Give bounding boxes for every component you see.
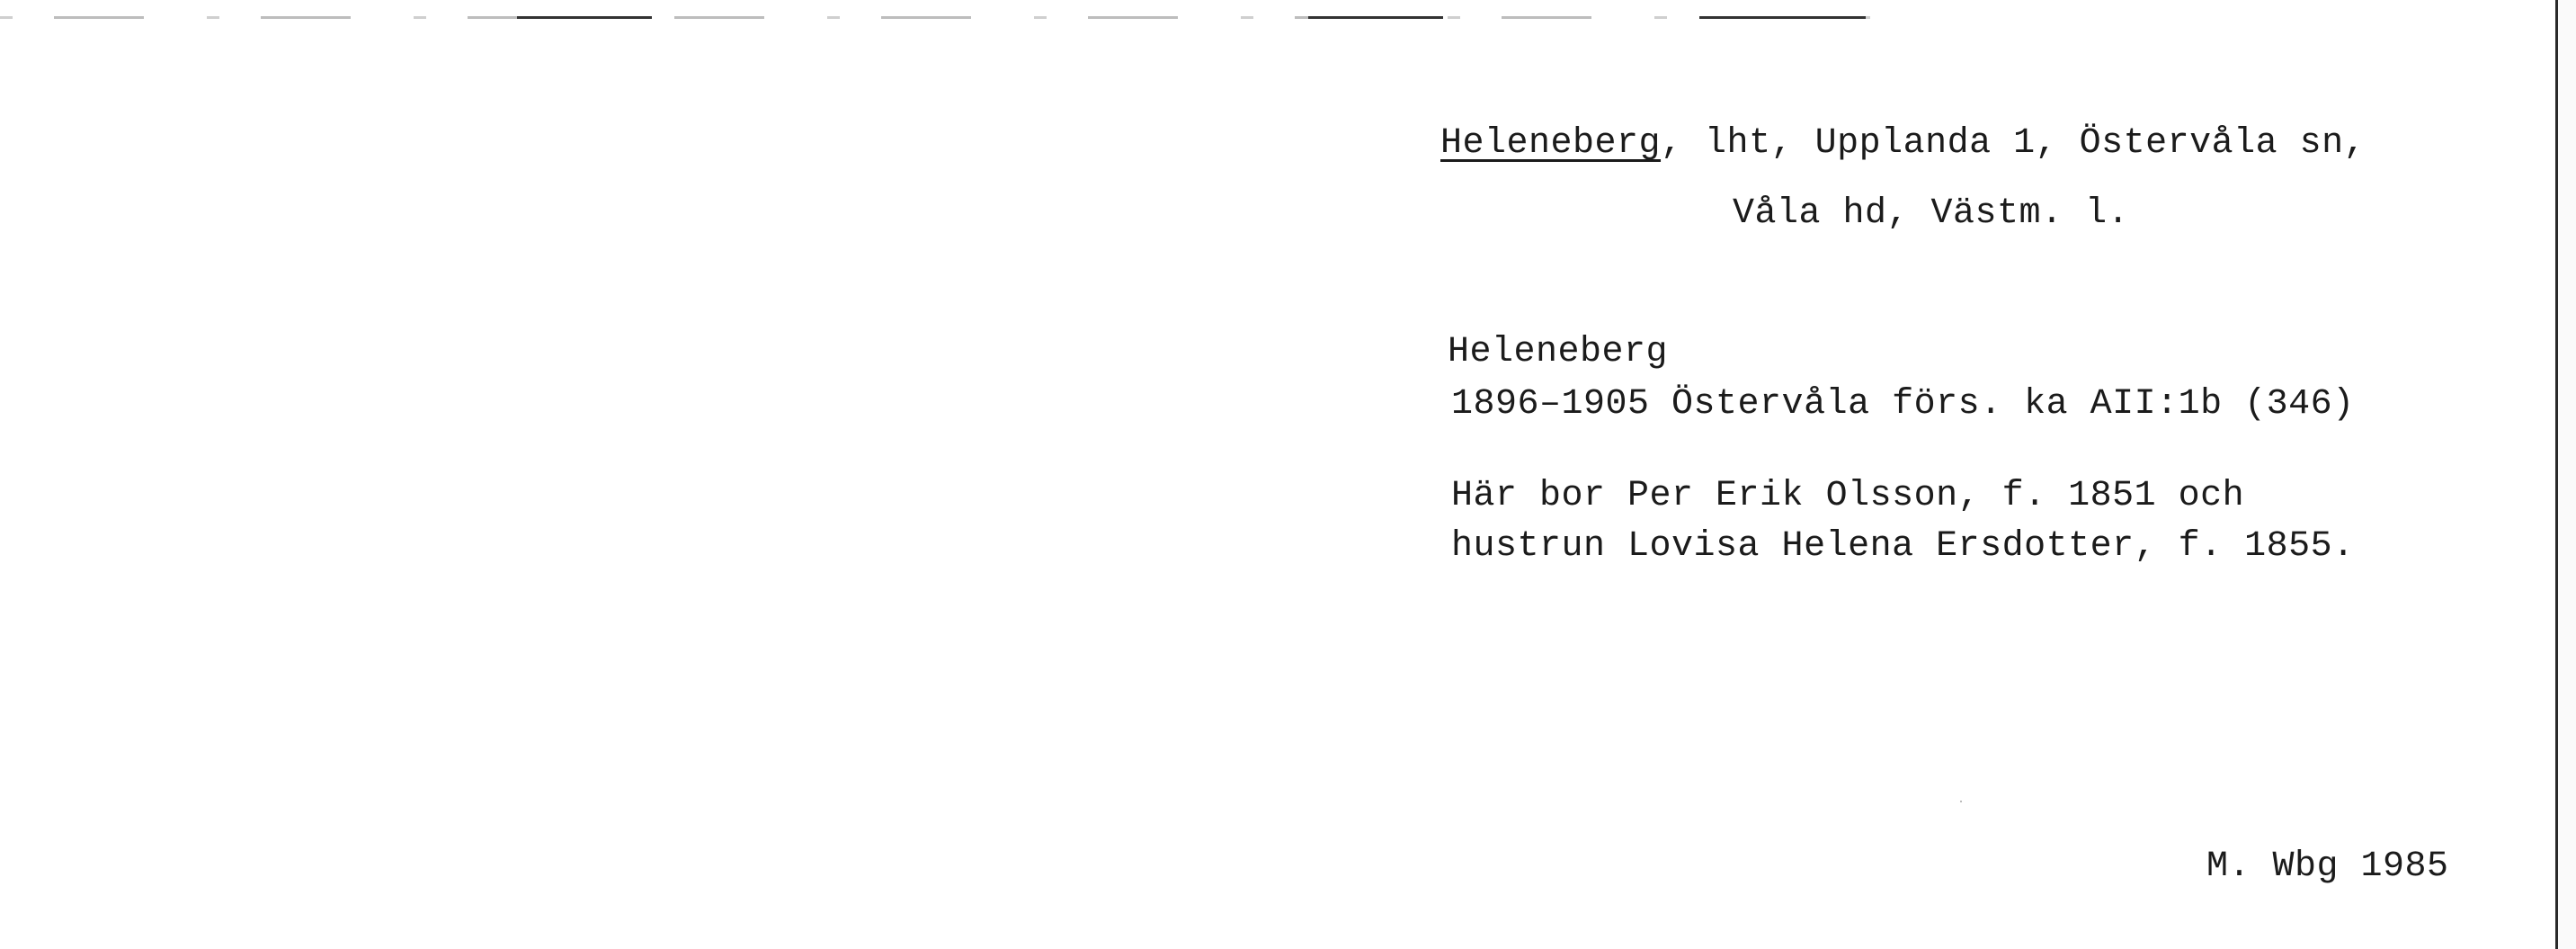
- top-edge-mark: [1699, 16, 1866, 19]
- note-line-1: Här bor Per Erik Olsson, f. 1851 och: [1451, 476, 2245, 516]
- header-line-1-rest: , lht, Upplanda 1, Östervåla sn,: [1661, 123, 2367, 164]
- scan-speck: [1960, 801, 1962, 802]
- card-margin-shade: [2558, 0, 2576, 949]
- header-line-1: [1440, 123, 2367, 164]
- headword: Heleneberg: [1440, 123, 1662, 164]
- top-edge-scan-artifact: [0, 16, 1870, 19]
- top-edge-mark: [1308, 16, 1443, 19]
- top-edge-mark: [517, 16, 652, 19]
- entry-place: Heleneberg: [1448, 332, 1669, 372]
- note-line-2: hustrun Lovisa Helena Ersdotter, f. 1855.: [1451, 526, 2355, 567]
- signature: M. Wbg 1985: [2206, 846, 2449, 887]
- header-line-2: Våla hd, Västm. l.: [1733, 193, 2130, 234]
- entry-source: 1896–1905 Östervåla förs. ka AII:1b (346): [1451, 384, 2355, 425]
